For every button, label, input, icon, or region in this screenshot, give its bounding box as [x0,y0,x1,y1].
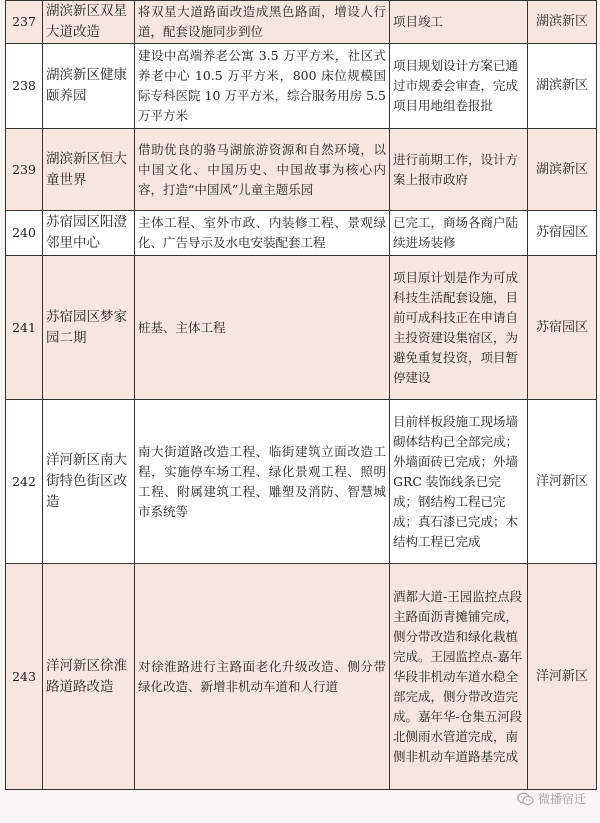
project-area: 湖滨新区 [528,44,597,129]
project-area: 湖滨新区 [528,1,597,44]
table-row [6,400,597,564]
table-row [6,564,597,790]
watermark-text: 微播宿迁 [537,792,586,806]
project-table [5,0,597,790]
watermark [517,790,586,807]
project-progress: 已完工，商场各商户陆续进场装修 [390,211,528,256]
project-name: 苏宿园区梦家园二期 [43,256,135,400]
table-row [6,129,597,211]
project-area: 苏宿园区 [528,256,597,400]
project-name: 湖滨新区健康颐养园 [43,44,135,129]
project-progress: 项目竣工 [390,1,528,44]
project-content: 建设中高端养老公寓 3.5 万平方米，社区式养老中心 10.5 万平方米，800 床位规模国际专科医院 10 万平方米，综合服务用房 5.5 万平方米 [135,44,390,129]
row-number: 243 [6,564,43,790]
project-area: 洋河新区 [528,564,597,790]
table-row [6,211,597,256]
row-number: 237 [6,1,43,44]
project-content: 南大街道路改造工程、临街建筑立面改造工程，实施停车场工程、绿化景观工程、照明工程、附属建筑工程、雕塑及消防、智慧城市系统等 [135,400,390,564]
project-name: 湖滨新区双星大道改造 [43,1,135,44]
project-area: 苏宿园区 [528,211,597,256]
project-name: 湖滨新区恒大童世界 [43,129,135,211]
project-progress: 进行前期工作，设计方案上报市政府 [390,129,528,211]
project-content: 主体工程、室外市政、内装修工程、景观绿化、广告导示及水电安装配套工程 [135,211,390,256]
row-number: 242 [6,400,43,564]
table-row [6,1,597,44]
project-area: 洋河新区 [528,400,597,564]
project-progress: 酒都大道-王园监控点段主路面沥青摊铺完成，侧分带改造和绿化栽植完成。王园监控点-嘉年华段非机动车道水稳全部完成，侧分带改造完成。嘉年华-仓集五河段北侧雨水管道完成，南侧非机动车道路基完成 [390,564,528,790]
project-progress: 项目规划设计方案已通过市规委会审查，完成项目用地组卷报批 [390,44,528,129]
table-row [6,44,597,129]
project-content: 将双星大道路面改造成黑色路面，增设人行道，配套设施同步到位 [135,1,390,44]
project-area: 湖滨新区 [528,129,597,211]
table-row [6,256,597,400]
project-name: 洋河新区南大街特色街区改造 [43,400,135,564]
project-content: 对徐淮路进行主路面老化升级改造、侧分带绿化改造、新增非机动车道和人行道 [135,564,390,790]
row-number: 238 [6,44,43,129]
project-progress: 项目原计划是作为可成科技生活配套设施，目前可成科技正在申请自主投资建设集宿区，为避免重复投资，项目暂停建设 [390,256,528,400]
row-number: 240 [6,211,43,256]
project-name: 洋河新区徐淮路道路改造 [43,564,135,790]
row-number: 241 [6,256,43,400]
wechat-icon [517,792,534,806]
project-content: 桩基、主体工程 [135,256,390,400]
project-progress: 目前样板段施工现场墙砌体结构已全部完成；外墙面砖已完成；外墙 GRC 装饰线条已完成；钢结构工程已完成；真石漆已完成；木结构工程已完成 [390,400,528,564]
row-number: 239 [6,129,43,211]
project-content: 借助优良的骆马湖旅游资源和自然环境，以中国文化、中国历史、中国故事为核心内容，打造“中国风”儿童主题乐园 [135,129,390,211]
project-name: 苏宿园区阳澄邻里中心 [43,211,135,256]
